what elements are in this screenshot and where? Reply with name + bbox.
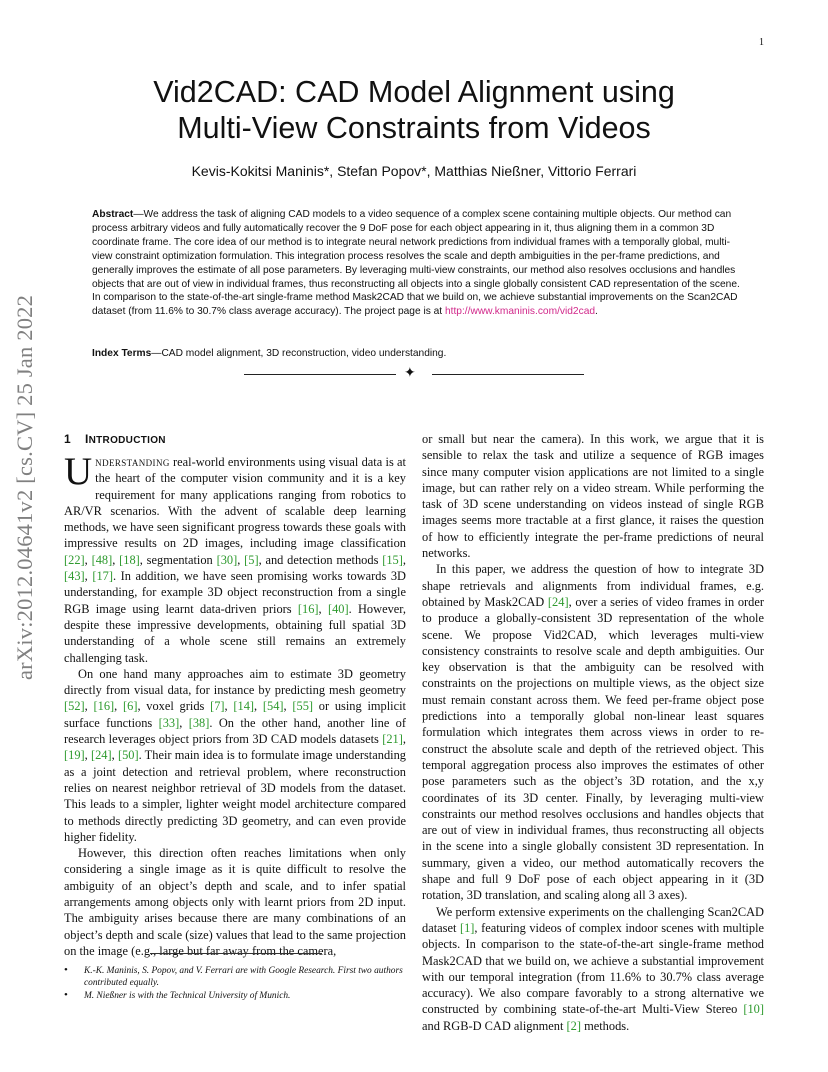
text-run: ,	[318, 601, 328, 616]
lead-in-smallcaps: nderstanding	[95, 455, 170, 469]
abstract	[92, 208, 740, 319]
text-run: ,	[84, 552, 92, 567]
citation-link[interactable]: [43]	[64, 569, 85, 584]
abstract-label: Abstract	[92, 209, 134, 220]
citation-link[interactable]: [16]	[297, 601, 319, 616]
citation-link[interactable]: [1]	[459, 920, 475, 935]
intro-paragraph-5	[422, 561, 764, 903]
intro-paragraph-2	[64, 666, 406, 845]
text-run: ,	[179, 715, 189, 730]
text-run: ,	[114, 699, 123, 714]
citation-link[interactable]: [5]	[244, 552, 259, 567]
text-run: ,	[237, 552, 245, 567]
citation-link[interactable]: [19]	[64, 748, 85, 763]
text-run: ,	[84, 748, 91, 763]
citation-link[interactable]: [50]	[117, 748, 139, 763]
text-run: , over a series of video frames in order to produce a globally-consistent 3D representation of the whole scene. We propose Vid2CAD, which leverages multi-view consistency constraints to resolve scale and depth ambiguities. Our key observation is that the ambiguity can be resolved with constraints on the projections on multiple views, as the object size must remain constant across them. We feed per-frame object pose predictions into a temporally global non-linear least squares formulation which integrates them across views in order to reconstruct the absolute scale and depth of the retrieved object. This temporal aggregation process also improves the estimates of other pose parameters such as the object’s 3D rotation, and the x,y coordinates of its 3D center. Finally, by leveraging multi-view constraints our method resolves occlusions and handles objects that are out of view in individual frames, thus reconstructing all objects in the scene into a single globally consistent 3D representation. In summary, given a video, our method automatically recovers the shape and full 9 DoF pose of each object appearing in it (3D rotation, 3D translation, and scaling along all 3 axes).	[422, 594, 764, 903]
citation-link[interactable]: [10]	[743, 1002, 764, 1017]
divider-line-right	[432, 374, 584, 375]
citation-link[interactable]: [30]	[216, 552, 238, 567]
text-run: ,	[84, 699, 94, 714]
drop-cap: U	[64, 450, 93, 493]
citation-link[interactable]: [33]	[158, 715, 180, 730]
citation-link[interactable]: [38]	[188, 715, 210, 730]
text-run: real-world environments using visual data is at the heart of the computer vision community and it is a key requirement for many applications ranging from robotics to AR/VR scenarios. With the advent of scalable deep learning methods, we have seen significant progress towards these goals with impressive results on 2D images, including image classification	[64, 455, 406, 551]
section-title-initial: I	[84, 432, 89, 446]
text-run: , voxel grids	[137, 699, 211, 714]
citation-link[interactable]: [48]	[91, 552, 113, 567]
intro-paragraph-4: or small but near the camera). In this work, we argue that it is sensible to relax the task and utilize a sequence of RGB images since many computer vision applications are not limited to a single image, but can rather rely on a video stream. While performing the task of 3D scene understanding on videos instead of single RGB images seems more tractable at a first glance, it raises the question of how to efficiently integrate the per-frame predictions of neural networks.	[422, 432, 764, 561]
abstract-text: —We address the task of aligning CAD models to a video sequence of a complex scene containing multiple objects. Our method can process arbitrary videos and fully automatically recover the 9 DoF pose for each object appearing in it, thus aligning them in a common 3D coordinate frame. The core idea of our method is to integrate neural network predictions from individual frames with a temporally global, multi-view constraint optimization formulation. This integration process resolves the scale and depth ambiguities in the per-frame predictions, and generally improves the estimate of all pose parameters. By leveraging multi-view constraints, our method also resolves occlusions and handles objects that are out of view in individual frames, thus reconstructing all objects into a single globally consistent CAD representation of the scene. In comparison to the state-of-the-art single-frame method Mask2CAD that we build on, we achieve substantial improvements on the Scan2CAD dataset (from 11.6% to 30.7% class average accuracy). The project page is at	[92, 209, 740, 318]
text-run: In this paper, we address the question of how to integrate 3D shape retrievals and alignments from individual frames, e.g. obtained by Mask2CAD	[422, 562, 764, 609]
index-terms-label: Index Terms	[92, 348, 152, 359]
text-run: , featuring videos of complex indoor scenes with multiple objects. In comparison to the state-of-the-art single-frame method Mask2CAD that we build on, we achieve a substantial improvement with our temporal integration (from 11.6% to 30.7% class average accuracy). We also compare favorably to a strong alternative we constructed by combining state-of-the-art Multi-View Stereo	[422, 920, 765, 1017]
footnote-affiliation-tum: • M. Nießner is with the Technical University of Munich.	[64, 991, 409, 1003]
text-run: methods.	[581, 1018, 630, 1033]
citation-link[interactable]: [24]	[547, 594, 569, 609]
citation-link[interactable]: [18]	[119, 552, 140, 567]
citation-link[interactable]: [17]	[92, 569, 113, 584]
citation-link[interactable]: [54]	[262, 699, 284, 714]
index-terms	[92, 347, 740, 361]
section-divider	[244, 368, 584, 382]
text-run: , segmentation	[139, 552, 217, 567]
text-run: . On the other hand, another line of research leverages object priors from 3D CAD models datasets	[64, 715, 406, 747]
section-number: 1	[64, 432, 71, 446]
paper-title	[90, 74, 738, 146]
author-list: Kevis-Kokitsi Maninis*, Stefan Popov*, Matthias Nießner, Vittorio Ferrari	[191, 163, 637, 179]
footnote-rule	[150, 953, 322, 954]
citation-link[interactable]: [40]	[327, 601, 349, 616]
page-number: 1	[759, 37, 764, 48]
citation-link[interactable]: [22]	[64, 552, 85, 567]
citation-link[interactable]: [24]	[90, 748, 112, 763]
citation-link[interactable]: [16]	[93, 699, 115, 714]
text-run: ,	[84, 569, 93, 584]
text-run: and RGB-D CAD alignment	[422, 1018, 567, 1033]
text-run: On one hand many approaches aim to estimate 3D geometry directly from visual data, for instance by predicting mesh geometry	[64, 666, 406, 698]
citation-link[interactable]: [52]	[64, 699, 85, 714]
abstract-end: .	[595, 306, 598, 318]
left-column	[64, 450, 406, 959]
text-run: ,	[112, 552, 120, 567]
text-run: ,	[224, 699, 234, 714]
section-heading-introduction	[64, 432, 166, 446]
citation-link[interactable]: [21]	[382, 732, 403, 747]
project-page-link[interactable]: http://www.kmaninis.com/vid2cad	[444, 306, 596, 318]
citation-link[interactable]: [15]	[382, 552, 403, 567]
index-terms-text: —CAD model alignment, 3D reconstruction, video understanding.	[151, 348, 447, 359]
right-column	[422, 431, 764, 1034]
citation-link[interactable]: [14]	[233, 699, 255, 714]
citation-link[interactable]: [2]	[566, 1018, 581, 1033]
intro-paragraph-3: However, this direction often reaches limitations when only considering a single image as it is quite difficult to resolve the ambiguity of an object’s depth and scale, and to infer spatial arrangements among objects only with learnt priors from 2D input. The ambiguity arises because there are many combinations of an object’s depth and scale (size) values that lead to the same projection on the image (e.g., large but far away from the camera,	[64, 846, 406, 958]
citation-link[interactable]: [55]	[292, 699, 314, 714]
divider-star-icon: ✦	[404, 366, 416, 381]
divider-line-left	[244, 374, 396, 375]
arxiv-identifier-stamp: arXiv:2012.04641v2 [cs.CV] 25 Jan 2022	[12, 294, 37, 680]
text-run: , and detection methods	[258, 552, 383, 567]
section-title-rest: NTRODUCTION	[88, 435, 166, 446]
text-run: . In addition, we have seen promising works towards 3D understanding, for example 3D object reconstruction from a single RGB image using learnt data-driven priors	[64, 569, 406, 616]
text-run: ,	[402, 552, 406, 567]
title-line-1: Vid2CAD: CAD Model Alignment using	[153, 75, 675, 109]
text-run: . However, despite these impressive developments, obtaining full spatial 3D understanding of a whole scene still remains an extremely challenging task.	[64, 601, 406, 665]
text-run: or using implicit surface functions	[64, 699, 406, 730]
text-run: ,	[111, 748, 118, 763]
text-run: ,	[283, 699, 293, 714]
text-run: ,	[402, 732, 406, 747]
footnote-affiliation-google: • K.-K. Maninis, S. Popov, and V. Ferrari are with Google Research. First two authors contributed equally.	[64, 966, 409, 989]
title-line-2: Multi-View Constraints from Videos	[177, 111, 651, 145]
text-run: ,	[254, 699, 263, 714]
text-run: We perform extensive experiments on the challenging Scan2CAD dataset	[422, 904, 764, 935]
intro-paragraph-1	[64, 450, 406, 666]
citation-link[interactable]: [6]	[123, 699, 138, 714]
text-run: . Their main idea is to formulate image understanding as a joint detection and retrieval problem, where reconstruction relies on nearest neighbor retrieval of 3D models from the dataset. This leads to a simpler, lighter weight model architecture compared to methods directly predicting 3D geometry, and can even provide higher fidelity.	[64, 748, 406, 844]
footnotes	[64, 966, 409, 1005]
citation-link[interactable]: [7]	[210, 699, 225, 714]
intro-paragraph-6	[422, 904, 764, 1034]
